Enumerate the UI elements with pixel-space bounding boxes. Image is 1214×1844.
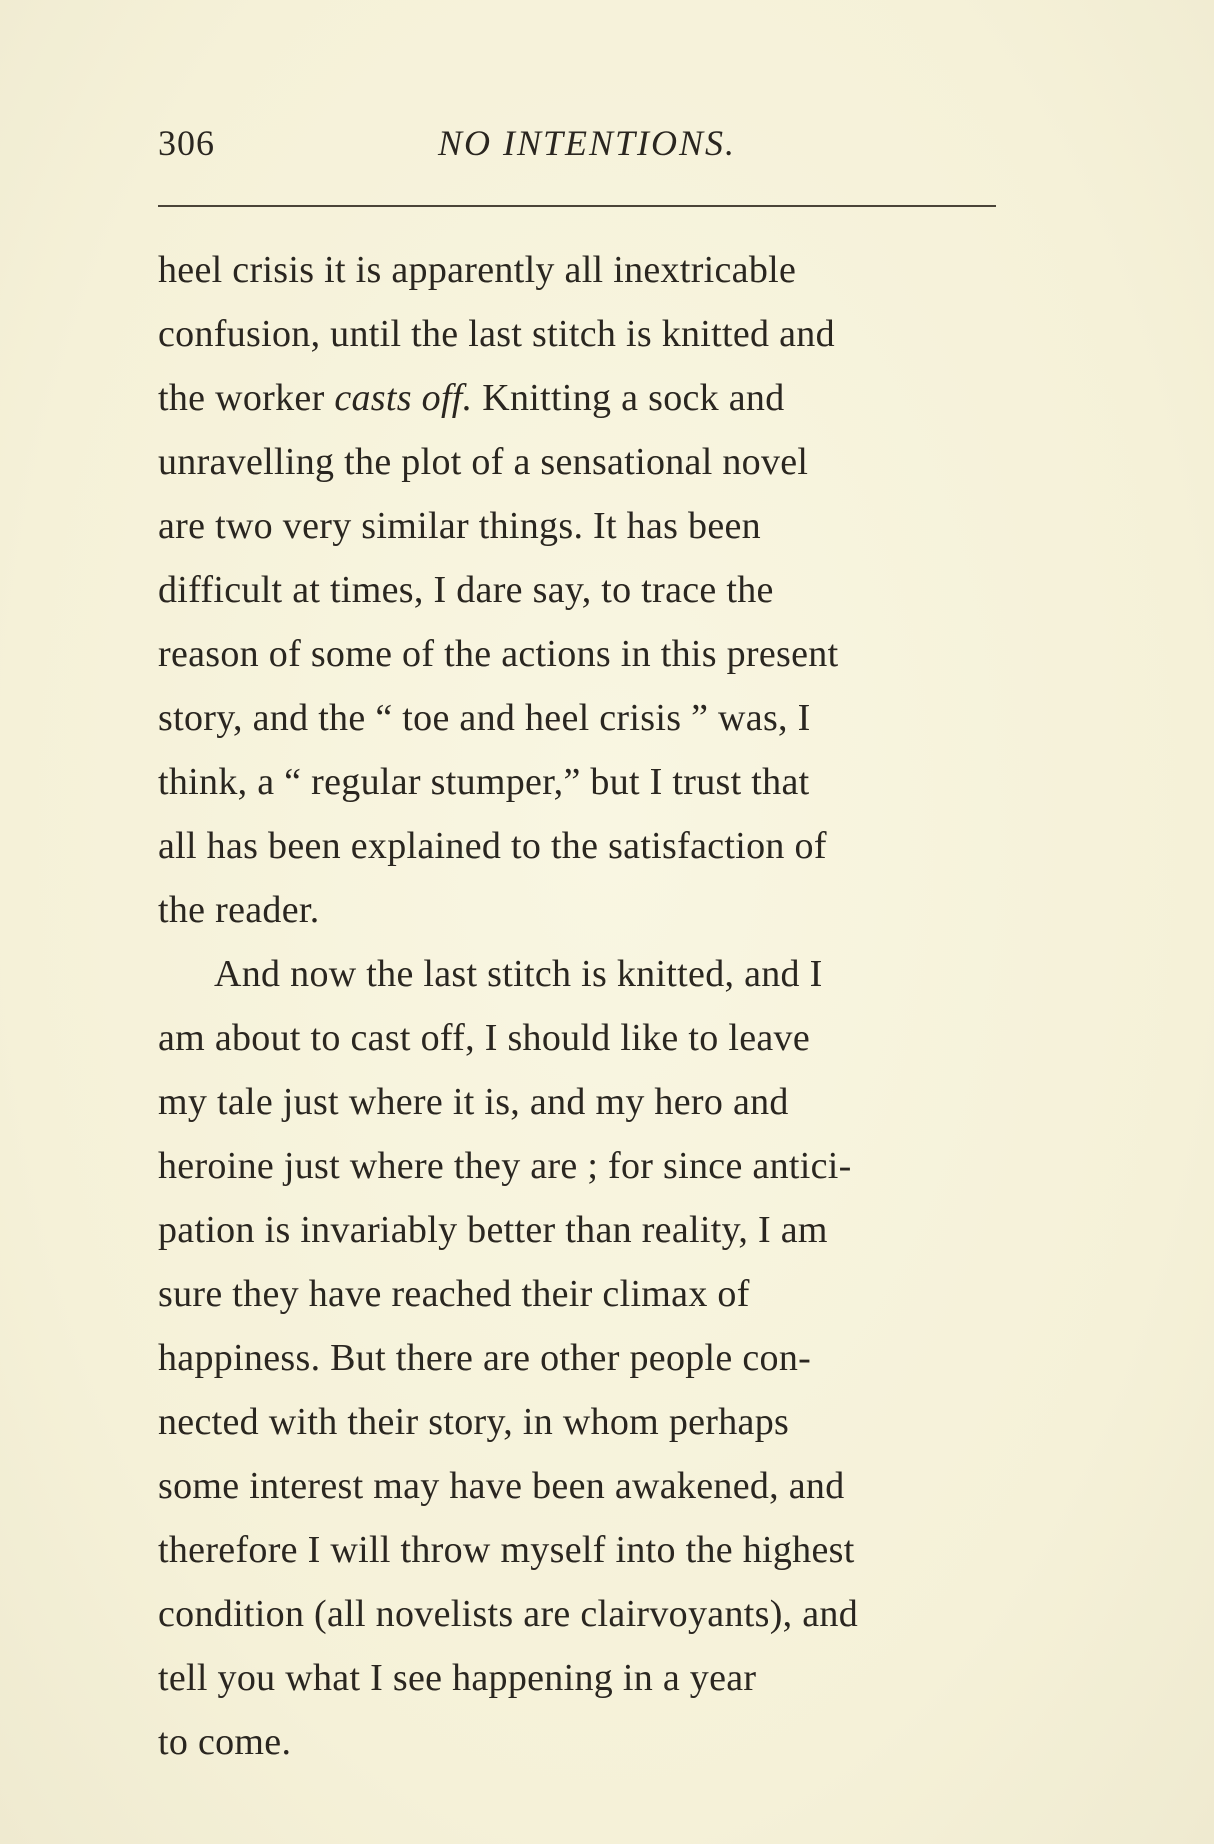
- text-line: condition (all novelists are clairvoyants), and: [158, 1593, 859, 1635]
- text-line: tell you what I see happening in a year: [158, 1657, 757, 1699]
- text-line: am about to cast off, I should like to leave: [158, 1017, 811, 1059]
- text-line: story, and the “ toe and heel crisis ” was, I: [158, 697, 811, 739]
- text-line: all has been explained to the satisfaction of: [158, 825, 827, 867]
- text-line: reason of some of the actions in this present: [158, 633, 839, 675]
- text-line: think, a “ regular stumper,” but I trust that: [158, 761, 810, 803]
- text-line: to come.: [158, 1721, 292, 1763]
- text-line: nected with their story, in whom perhaps: [158, 1401, 790, 1443]
- page-number: 306: [158, 123, 215, 163]
- text-line: heroine just where they are ; for since antici-: [158, 1145, 852, 1187]
- paragraph-start-line: And now the last stitch is knitted, and I: [214, 953, 823, 995]
- running-head: NO INTENTIONS.: [438, 123, 737, 163]
- text-line: heel crisis it is apparently all inextricable: [158, 249, 797, 291]
- text-line: pation is invariably better than reality, I am: [158, 1209, 828, 1251]
- text-line: sure they have reached their climax of: [158, 1273, 750, 1315]
- text-line: my tale just where it is, and my hero and: [158, 1081, 789, 1123]
- text-line: difficult at times, I dare say, to trace the: [158, 569, 774, 611]
- body-text: [158, 238, 1058, 1774]
- header-rule: [158, 205, 996, 207]
- italic-phrase: casts off.: [334, 377, 473, 419]
- text-line: the worker casts off. Knitting a sock and: [158, 377, 785, 419]
- text-line: happiness. But there are other people con-: [158, 1337, 812, 1379]
- text-line: the reader.: [158, 889, 320, 931]
- text-line: confusion, until the last stitch is knitted and: [158, 313, 835, 355]
- text-line: are two very similar things. It has been: [158, 505, 761, 547]
- page-header: [158, 122, 998, 172]
- text-line: unravelling the plot of a sensational novel: [158, 441, 809, 483]
- text-line: therefore I will throw myself into the highest: [158, 1529, 855, 1571]
- text-line: some interest may have been awakened, and: [158, 1465, 845, 1507]
